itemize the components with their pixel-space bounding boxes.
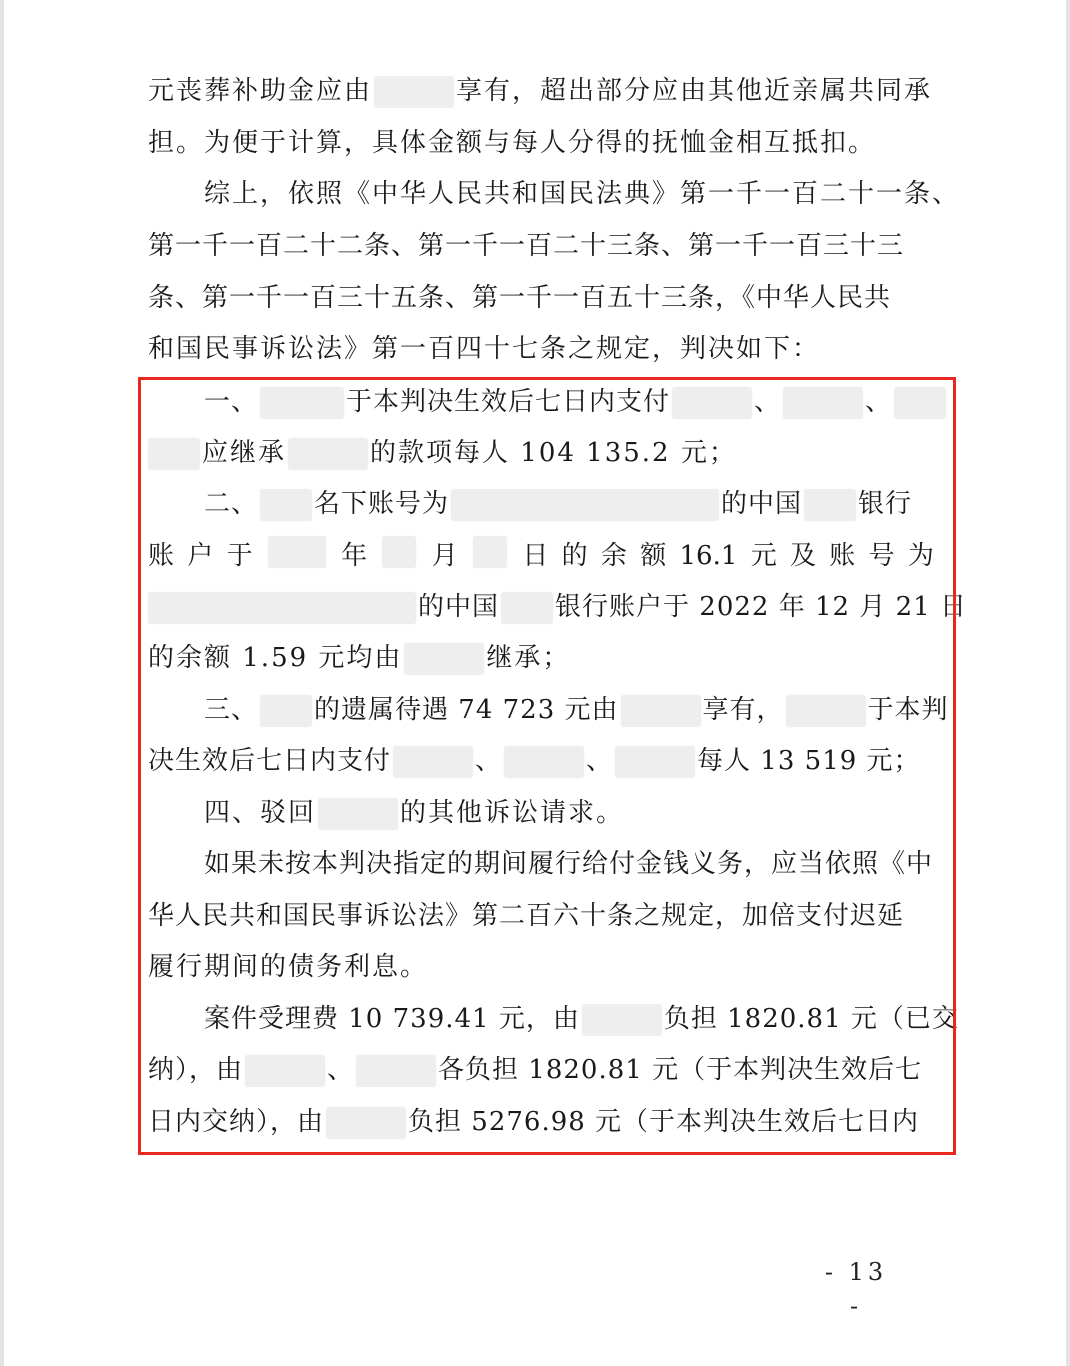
- redacted-name: [621, 695, 701, 727]
- redacted-name: [504, 746, 584, 778]
- redacted-bank-name: [804, 489, 856, 521]
- redacted-name: [148, 438, 200, 470]
- text-line: 综上，依照《中华人民共和国民法典》第一千一百二十一条、: [204, 179, 961, 209]
- redacted-year: [268, 536, 326, 568]
- judgment-item-3: 三、 的遗属待遇 74 723 元由 享有， 于本判: [204, 695, 949, 725]
- judgment-item-4: 四、驳回 的其他诉讼请求。: [204, 798, 625, 828]
- text-line: 日内交纳），由 负担 5276.98 元（于本判决生效后七日内: [148, 1107, 920, 1137]
- redacted-name: [672, 387, 752, 419]
- redacted-month: [382, 536, 416, 568]
- redacted-bank-name: [501, 592, 553, 624]
- text-line: 和国民事诉讼法》第一百四十七条之规定，判决如下：: [148, 334, 821, 364]
- judgment-item-2: 二、 名下账号为 的中国 银行: [204, 489, 913, 519]
- text-line: 华人民共和国民事诉讼法》第二百六十条之规定，加倍支付迟延: [148, 901, 905, 931]
- redacted-name: [288, 438, 368, 470]
- redacted-name: [404, 643, 484, 675]
- redacted-name: [326, 1107, 406, 1139]
- redacted-name: [245, 1055, 325, 1087]
- redacted-name: [318, 798, 398, 830]
- text-line: 元丧葬补助金应由 享有，超出部分应由其他近亲属共同承: [148, 76, 933, 106]
- page-number: - 13 -: [824, 1258, 888, 1320]
- text-line: 如果未按本判决指定的期间履行给付金钱义务，应当依照《中: [204, 849, 934, 879]
- text-line: 的余额 1.59 元均由 继承；: [148, 643, 571, 673]
- text-line: 的中国 银行账户于 2022 年 12 月 21 日: [148, 587, 934, 627]
- redacted-account-number: [148, 592, 416, 624]
- text-line: 纳），由 、 各负担 1820.81 元（于本判决生效后七: [148, 1055, 923, 1085]
- text-line: 决生效后七日内支付 、 、 每人 13 519 元；: [148, 746, 921, 776]
- redacted-day: [473, 536, 507, 568]
- text-line: 账 户 于 年 月 日 的 余 额 16.1 元 及 账 号 为: [148, 536, 934, 576]
- court-fee-line: 案件受理费 10 739.41 元，由 负担 1820.81 元（已交: [204, 1004, 959, 1034]
- redacted-name: [260, 489, 312, 521]
- redacted-name: [260, 387, 344, 419]
- document-page: [4, 0, 1066, 1366]
- redacted-account-number: [451, 489, 719, 521]
- judgment-item-1: 一、 于本判决生效后七日内支付 、 、: [204, 382, 934, 422]
- redacted-name: [786, 695, 866, 727]
- redacted-name: [615, 746, 695, 778]
- text-line: 履行期间的债务利息。: [148, 952, 429, 982]
- redacted-name: [374, 76, 454, 108]
- text-line: 条、第一千一百三十五条、第一千一百五十三条，《中华人民共: [148, 283, 892, 313]
- text-line: 担。为便于计算，具体金额与每人分得的抚恤金相互抵扣。: [148, 128, 877, 158]
- redacted-name: [894, 387, 946, 419]
- redacted-name: [393, 746, 473, 778]
- redacted-name: [356, 1055, 436, 1087]
- redacted-name: [582, 1004, 662, 1036]
- redacted-name: [783, 387, 863, 419]
- text-line: 第一千一百二十二条、第一千一百二十三条、第一千一百三十三: [148, 231, 905, 261]
- redacted-name: [260, 695, 312, 727]
- text-line: 应继承 的款项每人 104 135.2 元；: [148, 433, 934, 473]
